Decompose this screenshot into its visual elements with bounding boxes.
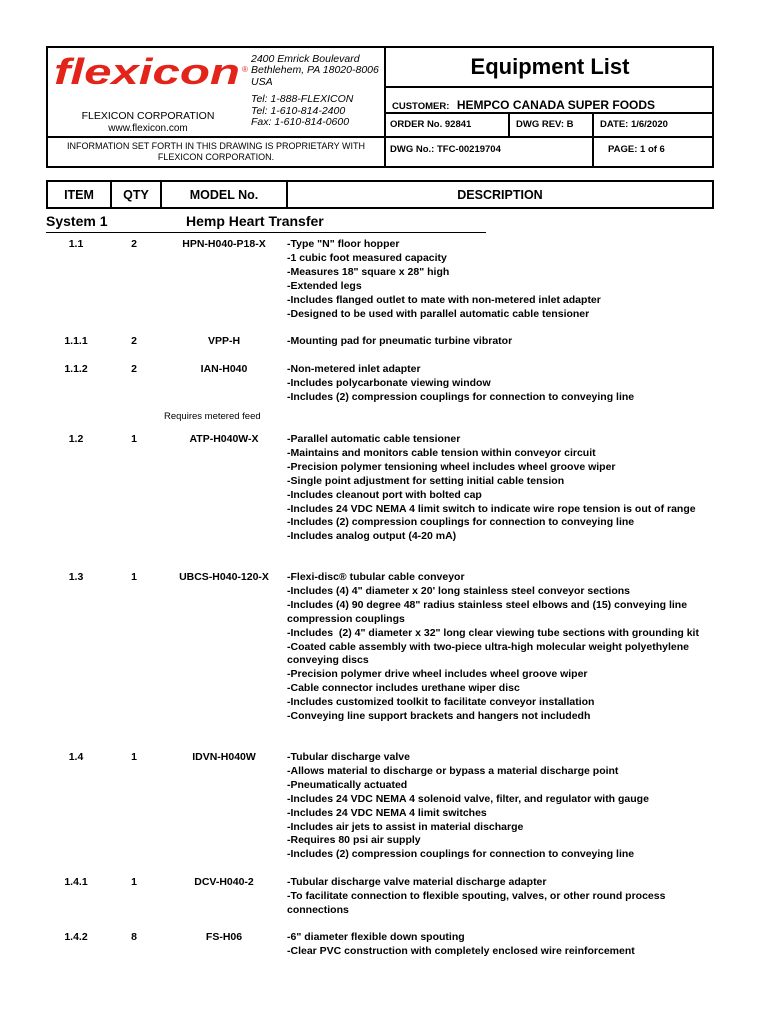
description-line: -To facilitate connection to flexible spouting, valves, or other round process connections — [287, 889, 669, 916]
description-line: -Includes 24 VDC NEMA 4 limit switch to indicate wire rope tension is out of range — [287, 502, 696, 515]
description-line: -Includes (4) 4" diameter x 20' long stainless steel conveyor sections — [287, 584, 631, 597]
description-line: -Tubular discharge valve material discharge adapter — [287, 876, 547, 888]
row-model-number: HPN-H040-P18-X — [182, 238, 266, 250]
address-line: USA — [251, 75, 273, 88]
document-date: DATE: 1/6/2020 — [600, 119, 668, 130]
description-line: -Designed to be used with parallel automatic cable tensioner — [287, 307, 590, 320]
description-line: -Includes 24 VDC NEMA 4 limit switches — [287, 806, 487, 819]
phone-line: Tel: 1-888-FLEXICON — [251, 93, 354, 106]
description-line: -Cable connector includes urethane wiper disc — [287, 682, 520, 695]
row-description — [287, 751, 707, 862]
description-line: -Conveying line support brackets and hangers not includedh — [287, 710, 591, 723]
order-number: ORDER No. 92841 — [390, 119, 472, 130]
row-model-number: UBCS-H040-120-X — [179, 571, 269, 583]
description-line: -Clear PVC construction with completely enclosed wire reinforcement — [287, 944, 635, 957]
proprietary-notice: INFORMATION SET FORTH IN THIS DRAWING IS PROPRIETARY WITH FLEXICON CORPORATION. — [66, 141, 366, 162]
row-quantity: 2 — [131, 363, 137, 375]
row-quantity: 2 — [131, 335, 137, 347]
row-note: Requires metered feed — [164, 411, 261, 422]
description-line: -Non-metered inlet adapter — [287, 363, 421, 375]
svg-text:®: ® — [242, 65, 248, 74]
description-line: -Includes flanged outlet to mate with non-metered inlet adapter — [287, 293, 601, 306]
row-model-number: IAN-H040 — [200, 363, 248, 375]
description-line: -Includes (2) compression couplings for connection to conveying line — [287, 390, 635, 403]
row-quantity: 2 — [131, 238, 137, 250]
description-line: -Measures 18" square x 28" high — [287, 265, 450, 278]
phone-line: Tel: 1-610-814-2400 — [251, 104, 346, 117]
description-line: -Includes (2) 4" diameter x 32" long clear viewing tube sections with grounding kit — [287, 626, 699, 639]
description-line: -Extended legs — [287, 279, 362, 292]
row-description — [287, 238, 707, 321]
row-quantity: 1 — [131, 571, 137, 583]
row-item-number: 1.1.1 — [64, 335, 88, 347]
system-name: Hemp Heart Transfer — [186, 213, 324, 229]
row-quantity: 1 — [131, 751, 137, 763]
row-item-number: 1.4.1 — [64, 876, 88, 888]
description-line: -Pneumatically actuated — [287, 778, 408, 791]
row-quantity: 8 — [131, 931, 137, 943]
description-line: -Includes air jets to assist in material discharge — [287, 820, 524, 833]
description-line: -Allows material to discharge or bypass a material discharge point — [287, 764, 619, 777]
description-line: -Includes analog output (4-20 mA) — [287, 530, 457, 543]
row-description — [287, 335, 707, 349]
row-item-number: 1.2 — [68, 433, 84, 445]
customer-label: CUSTOMER: — [392, 101, 450, 112]
column-header-qty: QTY — [123, 188, 149, 202]
description-line: -Includes 24 VDC NEMA 4 solenoid valve, filter, and regulator with gauge — [287, 792, 649, 805]
description-line: -Parallel automatic cable tensioner — [287, 433, 461, 445]
description-line: -Single point adjustment for setting initial cable tension — [287, 474, 565, 487]
drawing-revision: DWG REV: B — [516, 119, 574, 130]
row-quantity: 1 — [131, 876, 137, 888]
row-item-number: 1.1 — [68, 238, 84, 250]
system-label: System 1 — [46, 213, 108, 229]
row-item-number: 1.3 — [68, 571, 84, 583]
description-line: -Coated cable assembly with two-piece ultra-high molecular weight polyethylene conveying discs — [287, 640, 692, 667]
description-line: -1 cubic foot measured capacity — [287, 251, 447, 264]
description-line: -Includes polycarbonate viewing window — [287, 376, 491, 389]
description-line: -Type "N" floor hopper — [287, 238, 400, 250]
row-model-number: IDVN-H040W — [192, 751, 256, 763]
row-description — [287, 433, 707, 544]
fax-line: Fax: 1-610-814-0600 — [251, 116, 350, 129]
row-model-number: FS-H06 — [205, 931, 243, 943]
description-line: -Maintains and monitors cable tension within conveyor circuit — [287, 446, 596, 459]
address-line: Bethlehem, PA 18020-8006 — [251, 64, 379, 77]
column-header-description: DESCRIPTION — [457, 188, 543, 202]
row-quantity: 1 — [131, 433, 137, 445]
row-model-number: DCV-H040-2 — [194, 876, 254, 888]
row-description — [287, 571, 707, 724]
row-model-number: VPP-H — [207, 335, 241, 347]
row-description — [287, 363, 707, 405]
row-model-number: ATP-H040W-X — [189, 433, 259, 445]
description-line: -Includes (2) compression couplings for connection to conveying line — [287, 516, 635, 529]
row-description — [287, 876, 707, 918]
description-line: -6" diameter flexible down spouting — [287, 931, 465, 943]
description-line: -Requires 80 psi air supply — [287, 834, 421, 847]
row-item-number: 1.4.2 — [64, 931, 88, 943]
row-item-number: 1.4 — [68, 751, 84, 763]
company-website: www.flexicon.com — [108, 123, 188, 134]
customer-name: HEMPCO CANADA SUPER FOODS — [456, 98, 656, 112]
description-line: -Flexi-disc® tubular cable conveyor — [287, 571, 465, 583]
address-line: 2400 Emrick Boulevard — [251, 53, 360, 65]
description-line: -Includes cleanout port with bolted cap — [287, 488, 482, 501]
description-line: -Precision polymer drive wheel includes wheel groove wiper — [287, 668, 588, 681]
description-line: -Includes (4) 90 degree 48" radius stainless steel elbows and (15) conveying line compression couplings — [287, 598, 690, 625]
row-item-number: 1.1.2 — [64, 363, 88, 375]
page-indicator: PAGE: 1 of 6 — [608, 144, 665, 155]
drawing-number: DWG No.: TFC-00219704 — [390, 144, 501, 155]
description-line: -Precision polymer tensioning wheel includes wheel groove wiper — [287, 460, 616, 473]
logo-wordmark: flexicon — [54, 56, 240, 90]
row-description — [287, 931, 707, 959]
description-line: -Mounting pad for pneumatic turbine vibrator — [287, 335, 513, 347]
document-title: Equipment List — [470, 54, 630, 79]
company-name: FLEXICON CORPORATION — [81, 110, 215, 122]
column-header-item: ITEM — [64, 188, 94, 202]
description-line: -Includes (2) compression couplings for connection to conveying line — [287, 848, 635, 861]
description-line: -Includes customized toolkit to facilitate conveyor installation — [287, 696, 595, 709]
description-line: -Tubular discharge valve — [287, 751, 410, 763]
column-header-model: MODEL No. — [189, 188, 259, 202]
